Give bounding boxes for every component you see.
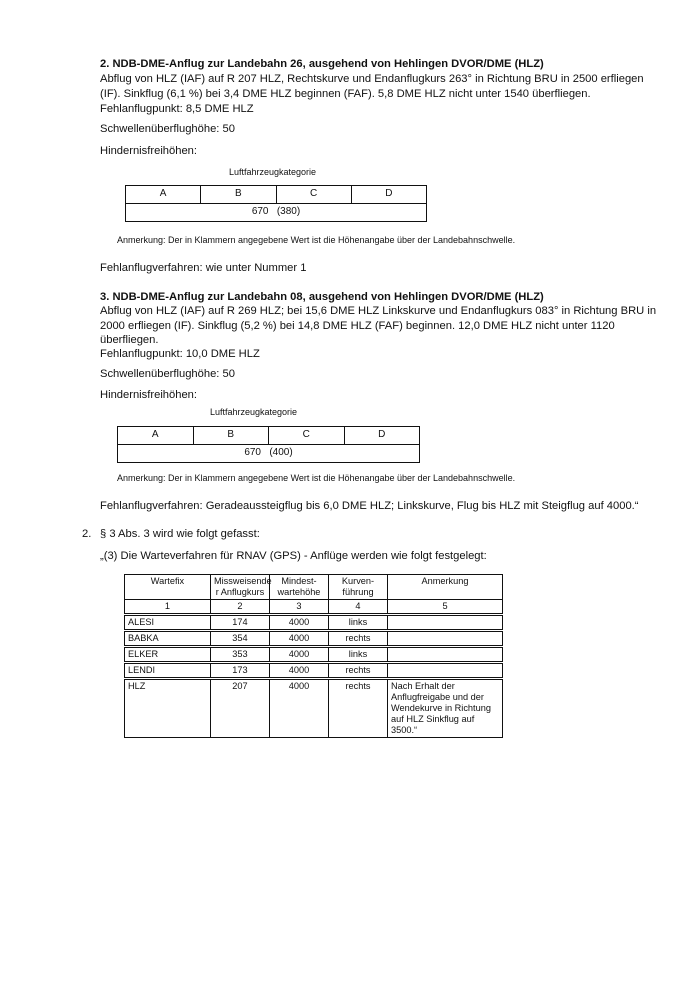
section-3-heading: 3. NDB-DME-Anflug zur Landebahn 08, ausgehend von Hehlingen DVOR/DME (HLZ) <box>100 291 544 303</box>
header-cell: Kurven- führung <box>328 575 387 600</box>
turn-cell: rechts <box>328 679 387 738</box>
category-cell: A <box>118 427 194 445</box>
obstacle-value-cell: 670 (400) <box>118 445 420 463</box>
column-number-row <box>125 600 503 615</box>
section-3-missed-procedure: Fehlanflugverfahren: Geradeaussteigflug bis 6,0 DME HLZ; Linkskurve, Flug bis HLZ mit Steigflug auf 4000.“ <box>100 500 639 512</box>
item-number: 2. <box>82 528 92 540</box>
table-row <box>125 615 503 631</box>
section-3-line: Abflug von HLZ (IAF) auf R 269 HLZ; bei 15,6 DME HLZ Linkskurve und Endanflugkurs 083° in Richtung BRU in <box>100 305 657 317</box>
section-2-threshold-height: Schwellenüberflughöhe: 50 <box>100 123 235 135</box>
remark-cell <box>388 663 503 679</box>
section-2-line: Abflug von HLZ (IAF) auf R 207 HLZ, Rechtskurve und Endanflugkurs 263° in Richtung BRU in 2500 erfliegen <box>100 73 644 85</box>
section-2-missed-approach-point: Fehlanflugpunkt: 8,5 DME HLZ <box>100 103 254 115</box>
section-2-line: (IF). Sinkflug (6,1 %) bei 3,4 DME HLZ beginnen (FAF). 5,8 DME HLZ nicht unter 1540 überfliegen. <box>100 88 591 100</box>
column-number: 5 <box>388 600 503 615</box>
column-number: 2 <box>210 600 269 615</box>
course-cell: 173 <box>210 663 269 679</box>
section-2-table-title: Luftfahrzeugkategorie <box>229 167 317 177</box>
turn-cell: links <box>328 615 387 631</box>
turn-cell: rechts <box>328 663 387 679</box>
table-row <box>125 663 503 679</box>
altitude-cell: 4000 <box>269 615 328 631</box>
course-cell: 354 <box>210 631 269 647</box>
wartefix-cell: BABKA <box>125 631 211 647</box>
header-cell: Wartefix <box>125 575 211 600</box>
remark-cell <box>388 615 503 631</box>
wartefix-cell: ELKER <box>125 647 211 663</box>
column-number: 3 <box>269 600 328 615</box>
obstacle-value-cell: 670 (380) <box>126 204 427 222</box>
wartefix-cell: ALESI <box>125 615 211 631</box>
item-text: § 3 Abs. 3 wird wie folgt gefasst: <box>100 528 260 540</box>
wartefix-cell: HLZ <box>125 679 211 738</box>
holding-table <box>124 574 503 738</box>
turn-cell: rechts <box>328 631 387 647</box>
section-3-threshold-height: Schwellenüberflughöhe: 50 <box>100 368 235 380</box>
altitude-cell: 4000 <box>269 647 328 663</box>
altitude-cell: 4000 <box>269 679 328 738</box>
category-cell: A <box>126 186 201 204</box>
table-row <box>125 679 503 738</box>
section-3-missed-approach-point: Fehlanflugpunkt: 10,0 DME HLZ <box>100 348 260 360</box>
table-row <box>125 631 503 647</box>
section-3-obstacle-table <box>117 426 420 463</box>
altitude-cell: 4000 <box>269 663 328 679</box>
category-cell: C <box>269 427 345 445</box>
section-3-note: Anmerkung: Der in Klammern angegebene Wert ist die Höhenangabe über der Landebahnschwelle. <box>117 473 516 483</box>
category-cell: D <box>344 427 420 445</box>
section-2-missed-procedure: Fehlanflugverfahren: wie unter Nummer 1 <box>100 262 307 274</box>
column-number: 4 <box>328 600 387 615</box>
category-cell: D <box>351 186 426 204</box>
section-2-obstacle-label: Hindernisfreihöhen: <box>100 145 198 157</box>
course-cell: 353 <box>210 647 269 663</box>
header-cell: Missweisende r Anflugkurs <box>210 575 269 600</box>
section-3-table-title: Luftfahrzeugkategorie <box>210 407 298 417</box>
altitude-cell: 4000 <box>269 631 328 647</box>
category-cell: C <box>276 186 351 204</box>
table-row <box>125 647 503 663</box>
remark-cell <box>388 647 503 663</box>
wartefix-cell: LENDI <box>125 663 211 679</box>
category-cell: B <box>193 427 269 445</box>
column-number: 1 <box>125 600 211 615</box>
course-cell: 207 <box>210 679 269 738</box>
course-cell: 174 <box>210 615 269 631</box>
holding-intro: „(3) Die Warteverfahren für RNAV (GPS) - Anflüge werden wie folgt festgelegt: <box>100 550 487 562</box>
section-3-line: überfliegen. <box>100 334 159 346</box>
section-2-heading: 2. NDB-DME-Anflug zur Landebahn 26, ausgehend von Hehlingen DVOR/DME (HLZ) <box>100 58 544 70</box>
holding-table-header <box>125 575 503 600</box>
category-cell: B <box>201 186 276 204</box>
section-2-note: Anmerkung: Der in Klammern angegebene Wert ist die Höhenangabe über der Landebahnschwelle. <box>117 235 516 245</box>
remark-cell: Nach Erhalt der Anflugfreigabe und der Wendekurve in Richtung auf HLZ Sinkflug auf 3500.“ <box>388 679 503 738</box>
turn-cell: links <box>328 647 387 663</box>
section-2-obstacle-table <box>125 185 427 222</box>
header-cell: Mindest- wartehöhe <box>269 575 328 600</box>
section-3-obstacle-label: Hindernisfreihöhen: <box>100 389 198 401</box>
remark-cell <box>388 631 503 647</box>
header-cell: Anmerkung <box>388 575 503 600</box>
section-3-line: 2000 erfliegen (IF). Sinkflug (5,2 %) bei 14,8 DME HLZ (FAF) beginnen. 12,0 DME HLZ nicht unter 1120 <box>100 320 615 332</box>
